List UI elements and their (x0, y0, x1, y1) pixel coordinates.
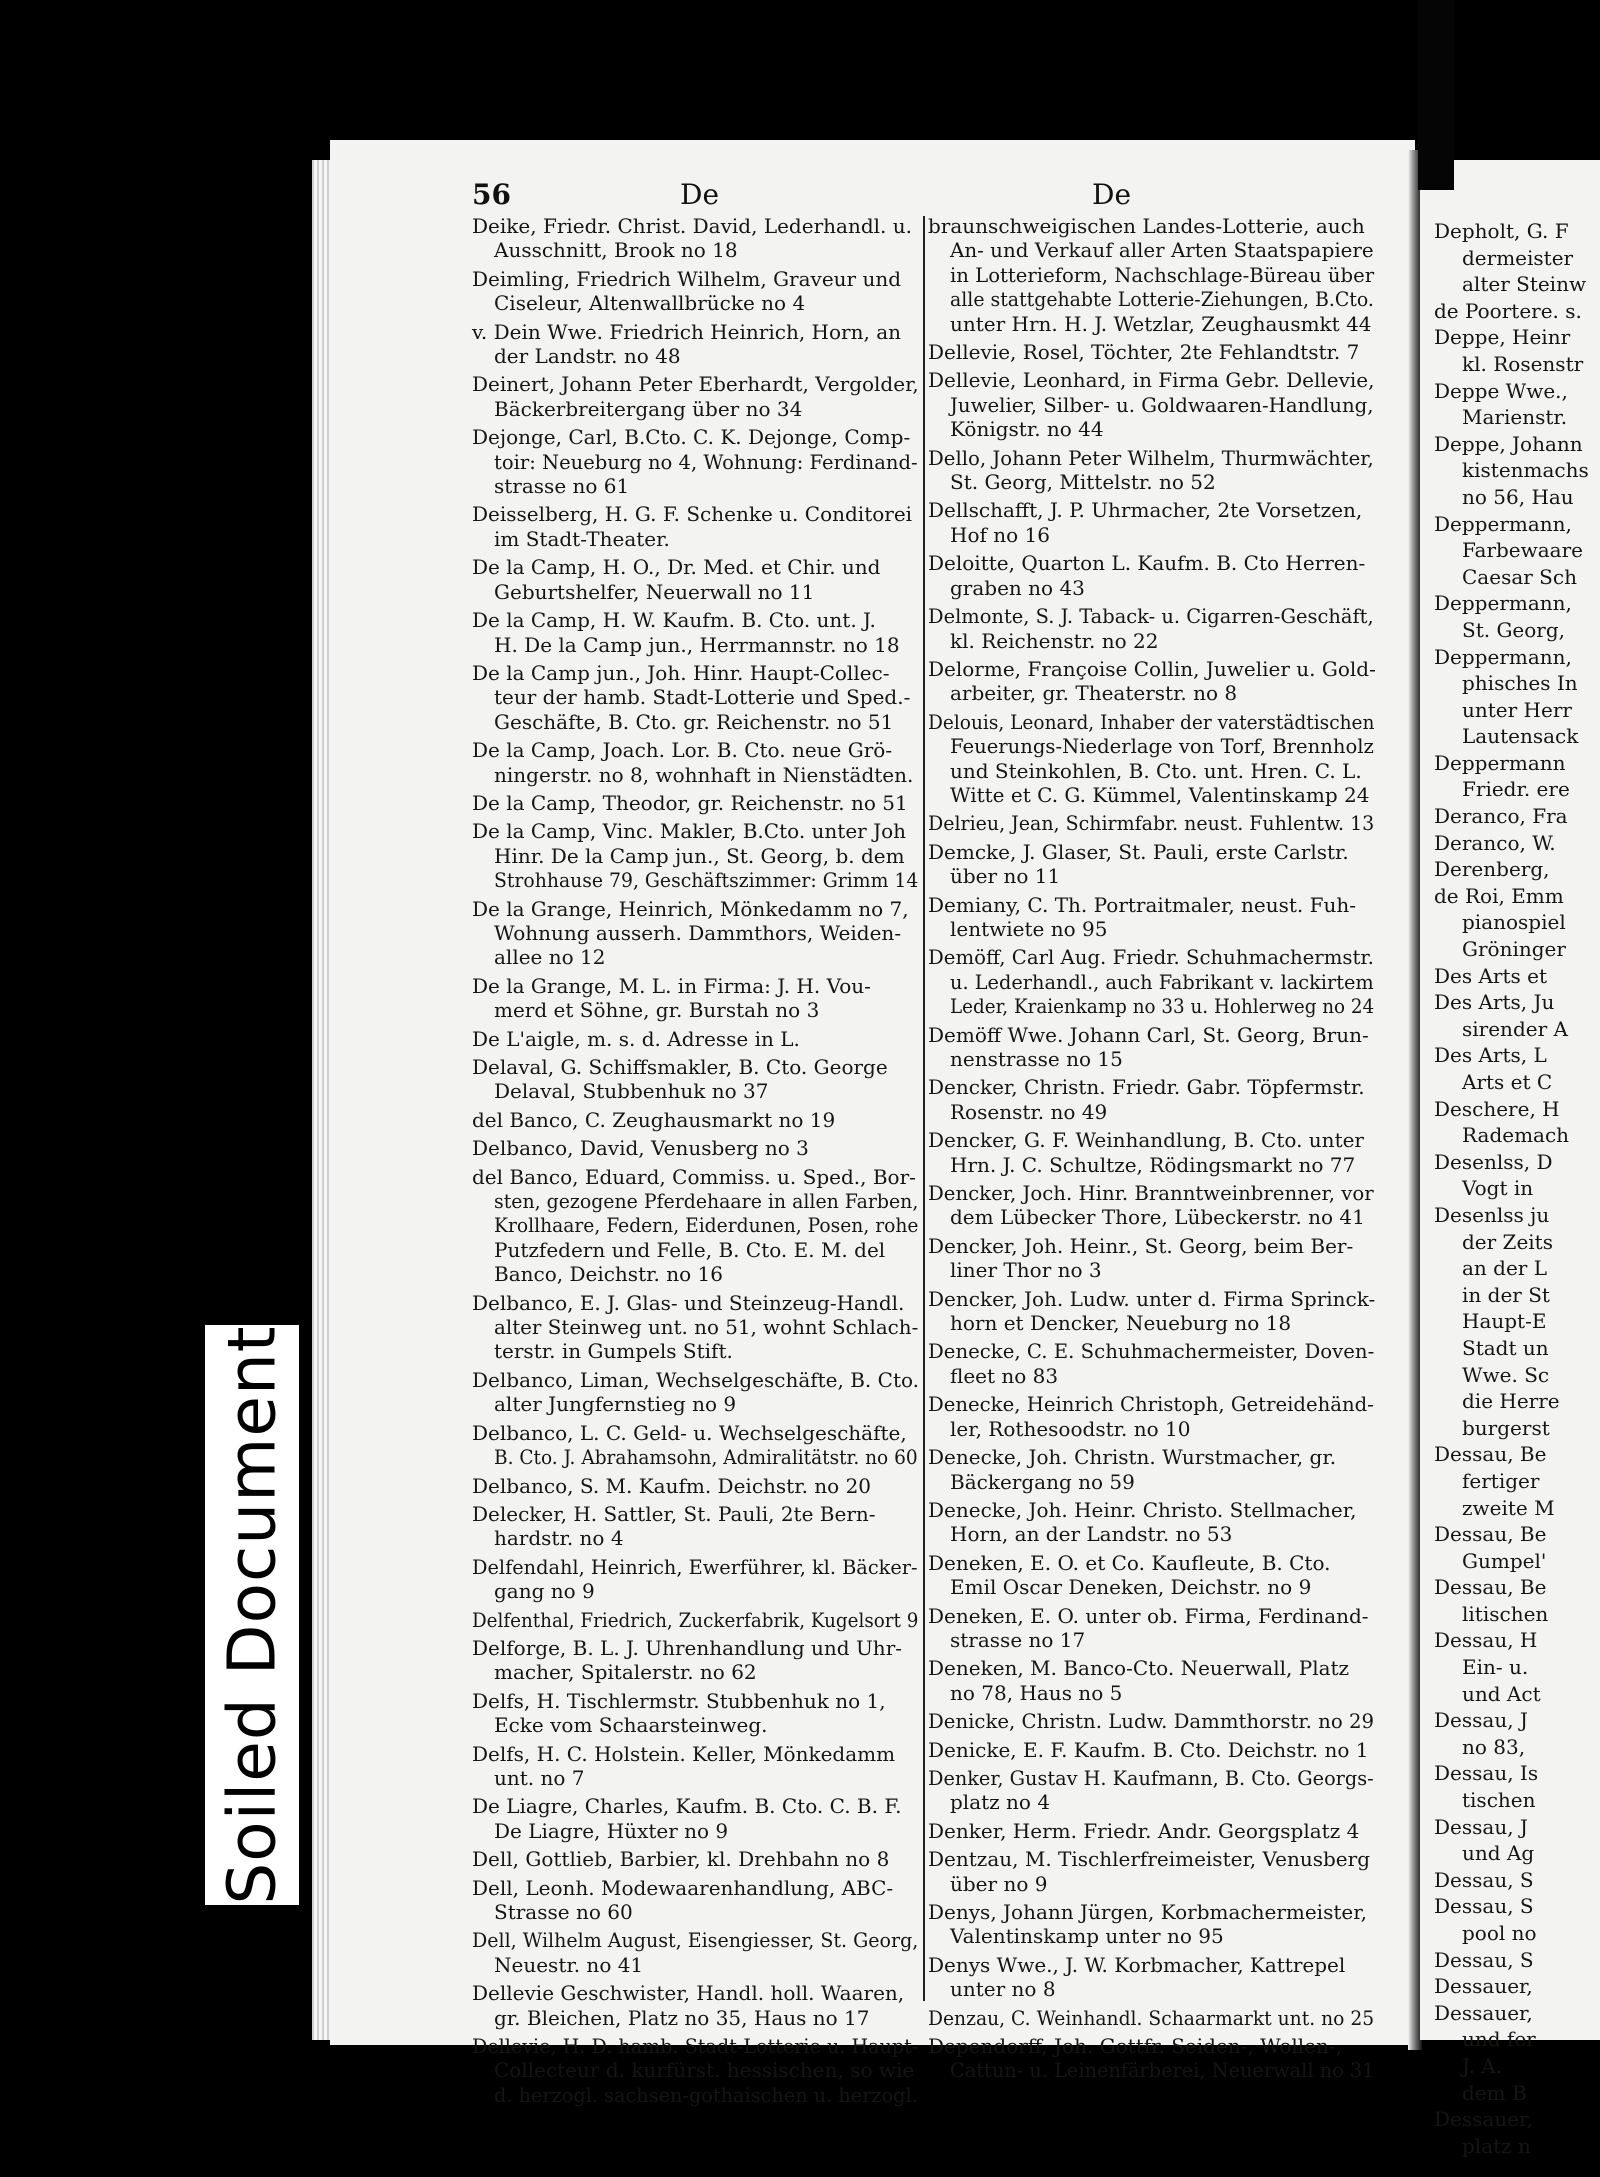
entry-line: unter no 8 (950, 1977, 1056, 2002)
entry-line: alle stattgehabte Lotterie-Ziehungen, B.Cto. (950, 287, 1374, 312)
entry-line: Deneken, M. Banco-Cto. Neuerwall, Platz (928, 1656, 1350, 1681)
entry-line: Delaval, Stubbenhuk no 37 (494, 1079, 769, 1104)
entry-line: Delbanco, E. J. Glas- und Steinzeug-Handl. (472, 1290, 905, 1315)
entry-line: nenstrasse no 15 (950, 1047, 1123, 1071)
entry-line: allee no 12 (494, 945, 606, 970)
entry-line: Deneken, E. O. unter ob. Firma, Ferdinand- (928, 1603, 1369, 1628)
fragment-line: burgerst (1462, 1415, 1550, 1440)
entry-line: Deneken, E. O. et Co. Kaufleute, B. Cto. (928, 1550, 1331, 1575)
entry-line: del Banco, C. Zeughausmarkt no 19 (472, 1107, 836, 1132)
entry-line: dem Lübecker Thore, Lübeckerstr. no 41 (950, 1205, 1365, 1230)
directory-entry (928, 1953, 1376, 2002)
fragment-line: no 56, Hau (1462, 484, 1574, 509)
fragment-line: platz n (1462, 2133, 1531, 2158)
fragment-line: Arts et C (1462, 1070, 1553, 1094)
entry-line: Delorme, Françoise Collin, Juwelier u. Gold- (928, 656, 1376, 681)
directory-entry (928, 446, 1376, 495)
entry-line: Emil Oscar Deneken, Deichstr. no 9 (950, 1575, 1312, 1600)
entry-line: Horn, an der Landstr. no 53 (950, 1522, 1233, 1547)
directory-entry (472, 1165, 920, 1287)
entry-line: Dejonge, Carl, B.Cto. C. K. Dejonge, Comp- (472, 425, 911, 450)
entry-line: Rosenstr. no 49 (950, 1099, 1108, 1124)
entry-line: De L'aigle, m. s. d. Adresse in L. (472, 1026, 800, 1051)
entry-line: Denecke, Heinrich Christoph, Getreidehänd- (928, 1392, 1374, 1417)
entry-line: über no 9 (950, 1871, 1048, 1896)
directory-entry (472, 791, 920, 815)
directory-entry (928, 1498, 1376, 1547)
directory-entry (928, 1392, 1376, 1441)
directory-entry (928, 368, 1376, 441)
entry-line: gr. Bleichen, Platz no 35, Haus no 17 (494, 2005, 870, 2030)
fragment-line: Dessau, Be (1434, 1442, 1547, 1467)
entry-line: über no 11 (950, 864, 1061, 889)
entry-line: Collecteur d. kurfürst. hessischen, so wie (494, 2058, 915, 2083)
fragment-line: Lautensack (1462, 724, 1579, 749)
fragment-line: Friedr. ere (1462, 777, 1570, 802)
entry-line: Banco, Deichstr. no 16 (494, 1262, 723, 1287)
entry-line: del Banco, Eduard, Commiss. u. Sped., Bor- (472, 1164, 916, 1189)
directory-entry (928, 1900, 1376, 1949)
entry-line: Delbanco, S. M. Kaufm. Deichstr. no 20 (472, 1473, 872, 1498)
entry-line: Dell, Leonh. Modewaarenhandlung, ABC- (472, 1875, 894, 1900)
fragment-line: Deppermann, (1434, 644, 1572, 669)
directory-entry (472, 1689, 920, 1738)
directory-entry (928, 811, 1376, 835)
fragment-line: Dessauer, (1434, 2107, 1533, 2132)
fragment-line: Dessau, J (1434, 1814, 1528, 1839)
running-header-left: De (680, 178, 720, 211)
fragment-line: Wwe. Sc (1462, 1362, 1550, 1387)
entry-line: Geschäfte, B. Cto. gr. Reichenstr. no 51 (494, 709, 894, 734)
directory-entry (928, 1656, 1376, 1705)
entry-line: Wohnung ausserh. Dammthors, Weiden- (494, 920, 902, 945)
fragment-line: Depholt, G. F (1434, 219, 1569, 243)
entry-line: Delouis, Leonard, Inhaber der vaterstädtischen (928, 709, 1375, 734)
entry-line: Dellevie, H. D. hamb. Stadt-Lotterie u. Haupt- (472, 2034, 919, 2059)
entry-line: Dependorff, Joh. Gottfr. Seiden-, Wollen-, (928, 2034, 1343, 2059)
directory-entry (472, 1636, 920, 1685)
directory-entry (472, 1474, 920, 1498)
entry-line: Denys, Johann Jürgen, Korbmachermeister, (928, 1900, 1367, 1924)
entry-line: Krollhaare, Federn, Eiderdunen, Posen, rohe (494, 1213, 919, 1238)
fragment-line: sirender A (1462, 1016, 1568, 1041)
fragment-line: Dessauer, (1434, 1974, 1533, 1999)
entry-line: liner Thor no 3 (950, 1258, 1102, 1283)
fragment-line: zweite M (1462, 1495, 1555, 1520)
entry-line: Delfs, H. Tischlermstr. Stubbenhuk no 1, (472, 1688, 886, 1713)
entry-line: Denecke, Joh. Christn. Wurstmacher, gr. (928, 1445, 1337, 1470)
soiled-document-label (205, 1325, 299, 1905)
entry-line: Dencker, Christn. Friedr. Gabr. Töpfermstr. (928, 1075, 1365, 1100)
entry-line: Deinert, Johann Peter Eberhardt, Vergolder, (472, 372, 919, 397)
entry-line: d. herzogl. sachsen-gothaischen u. herzogl. (494, 2082, 918, 2107)
entry-line: De la Camp, Theodor, gr. Reichenstr. no 51 (472, 790, 908, 815)
fragment-line: de Poortere. s. (1434, 298, 1582, 323)
fragment-line: Rademach (1462, 1123, 1570, 1148)
entry-line: teur der hamb. Stadt-Lotterie und Sped.- (494, 685, 911, 710)
fragment-line: Vogt in (1462, 1176, 1534, 1201)
fragment-line: Dessau, S (1434, 1867, 1534, 1892)
entry-line: toir: Neueburg no 4, Wohnung: Ferdinand- (494, 449, 918, 474)
entry-line: sten, gezogene Pferdehaare in allen Farben, (494, 1189, 919, 1214)
entry-line: Denecke, C. E. Schuhmachermeister, Doven- (928, 1339, 1375, 1364)
entry-line: u. Lederhandl., auch Fabrikant v. lackirtem (950, 969, 1374, 994)
entry-line: Dellevie, Rosel, Töchter, 2te Fehlandtstr. 7 (928, 340, 1360, 365)
directory-entry (928, 340, 1376, 364)
entry-line: alter Jungfernstieg no 9 (494, 1392, 737, 1417)
directory-entry (472, 267, 920, 316)
directory-entry (472, 320, 920, 369)
entry-line: macher, Spitalerstr. no 62 (494, 1660, 757, 1685)
entry-line: im Stadt-Theater. (494, 526, 670, 551)
entry-line: Dencker, G. F. Weinhandlung, B. Cto. unter (928, 1128, 1364, 1153)
entry-line: Delaval, G. Schiffsmakler, B. Cto. George (472, 1055, 888, 1079)
directory-entry (928, 1181, 1376, 1230)
fragment-line: in der St (1462, 1282, 1550, 1307)
directory-entry (472, 1136, 920, 1160)
directory-entry (472, 555, 920, 604)
directory-entry (928, 1234, 1376, 1283)
running-header-right: De (1092, 178, 1132, 211)
fragment-line: Deppermann, (1434, 591, 1572, 616)
directory-entry (928, 1075, 1376, 1124)
entry-line: Ciseleur, Altenwallbrücke no 4 (494, 291, 806, 316)
fragment-line: Dessau, J (1434, 1708, 1528, 1733)
entry-line: Delrieu, Jean, Schirmfabr. neust. Fuhlentw. 13 (928, 811, 1375, 836)
entry-line: no 78, Haus no 5 (950, 1680, 1123, 1705)
entry-line: Dellevie Geschwister, Handl. holl. Waaren, (472, 1981, 905, 2006)
fragment-line: Des Arts, Ju (1434, 990, 1555, 1015)
entry-line: Deloitte, Quarton L. Kaufm. B. Cto Herren- (928, 551, 1366, 576)
entry-line: Dellevie, Leonhard, in Firma Gebr. Dellevie, (928, 368, 1375, 393)
entry-line: Delmonte, S. J. Taback- u. Cigarren-Geschäft, (928, 604, 1374, 629)
fragment-line: kl. Rosenstr (1462, 351, 1584, 376)
directory-entry (472, 608, 920, 657)
directory-entry (472, 1027, 920, 1051)
fragment-line: Dessau, Be (1434, 1575, 1547, 1600)
fragment-line: Farbewaare (1462, 538, 1584, 563)
fragment-line: Dessauer, (1434, 2000, 1533, 2025)
entry-line: De la Camp jun., Joh. Hinr. Haupt-Collec- (472, 660, 890, 685)
entry-line: in Lotterieform, Nachschlage-Büreau über (950, 262, 1375, 287)
directory-entry (472, 1981, 920, 2030)
directory-entry (928, 1847, 1376, 1896)
entry-line: und Steinkohlen, B. Cto. unt. Hren. C. L. (950, 758, 1362, 783)
entry-line: De Liagre, Hüxter no 9 (494, 1818, 729, 1843)
entry-line: Denicke, E. F. Kaufm. B. Cto. Deichstr. no 1 (928, 1737, 1369, 1762)
entry-line: Hrn. J. C. Schultze, Rödingsmarkt no 77 (950, 1152, 1356, 1177)
directory-entry (928, 840, 1376, 889)
entry-line: Strasse no 60 (494, 1900, 633, 1924)
entry-line: De la Grange, M. L. in Firma: J. H. Vou- (472, 973, 871, 998)
directory-entry (928, 2006, 1376, 2030)
fragment-line: Desenlss, D (1434, 1149, 1553, 1174)
fragment-line: no 83, (1462, 1734, 1526, 1759)
fragment-line: Ein- u. (1462, 1655, 1529, 1680)
directory-entry (472, 425, 920, 498)
directory-entry (472, 214, 920, 263)
fragment-line: Dessau, H (1434, 1628, 1538, 1653)
directory-entry (928, 710, 1376, 808)
entry-line: Dell, Gottlieb, Barbier, kl. Drehbahn no 8 (472, 1847, 890, 1872)
directory-entry (472, 1421, 920, 1470)
fragment-line: Deppe, Heinr (1434, 325, 1571, 350)
entry-line: De la Camp, Joach. Lor. B. Cto. neue Grö- (472, 738, 893, 763)
entry-line: lentwiete no 95 (950, 916, 1108, 941)
directory-entry (472, 661, 920, 734)
directory-entry (472, 1502, 920, 1551)
fragment-line: kistenmachs (1462, 458, 1589, 483)
directory-entry (472, 1108, 920, 1132)
fragment-line: Dessau, Be (1434, 1522, 1547, 1547)
fragment-line: Derenberg, (1434, 857, 1550, 882)
entry-line: Delfendahl, Heinrich, Ewerführer, kl. Bäcker- (472, 1554, 918, 1579)
entry-line: Dellschafft, J. P. Uhrmacher, 2te Vorsetzen, (928, 498, 1363, 523)
directory-entry (928, 1339, 1376, 1388)
directory-entry (472, 502, 920, 551)
directory-entry (472, 1608, 920, 1632)
entry-line: Bäckerbreitergang über no 34 (494, 396, 803, 421)
fragment-line: und Act (1462, 1681, 1541, 1706)
directory-entry (472, 1291, 920, 1364)
fragment-line: Des Arts et (1434, 963, 1548, 988)
fragment-line: Des Arts, L (1434, 1043, 1547, 1068)
entry-line: De la Camp, H. W. Kaufm. B. Cto. unt. J. (472, 608, 876, 633)
entry-line: De la Grange, Heinrich, Mönkedamm no 7, (472, 896, 909, 921)
directory-entry (472, 1876, 920, 1925)
directory-entry (928, 1766, 1376, 1815)
fragment-line: Deranco, Fra (1434, 804, 1568, 829)
entry-line: ler, Rothesoodstr. no 10 (950, 1416, 1191, 1441)
entry-line: Dencker, Joh. Ludw. unter d. Firma Sprinck- (928, 1286, 1376, 1311)
fragment-line: Deranco, W. (1434, 830, 1556, 855)
entry-line: Denker, Gustav H. Kaufmann, B. Cto. Georgs- (928, 1765, 1374, 1790)
entry-line: Geburtshelfer, Neuerwall no 11 (494, 579, 815, 604)
entry-line: Bäckergang no 59 (950, 1469, 1135, 1494)
entry-line: Delbanco, David, Venusberg no 3 (472, 1136, 809, 1161)
directory-entry (928, 1709, 1376, 1733)
fragment-line: pianospiel (1462, 910, 1566, 935)
entry-line: kl. Reichenstr. no 22 (950, 628, 1159, 653)
entry-line: Ecke vom Schaarsteinweg. (494, 1713, 768, 1738)
directory-entry (928, 551, 1376, 600)
entry-line: Putzfedern und Felle, B. Cto. E. M. del (494, 1237, 886, 1262)
entry-line: Dell, Wilhelm August, Eisengiesser, St. Georg, (472, 1928, 919, 1953)
entry-line: Delbanco, L. C. Geld- u. Wechselgeschäfte, (472, 1420, 907, 1445)
fragment-line: Stadt un (1462, 1335, 1549, 1360)
bookmark-ribbon (1418, 0, 1454, 190)
entry-line: St. Georg, Mittelstr. no 52 (950, 470, 1216, 495)
fragment-line: Deppermann, (1434, 511, 1572, 536)
entry-line: Demiany, C. Th. Portraitmaler, neust. Fuh- (928, 892, 1357, 917)
fragment-line: Deppermann (1434, 750, 1566, 775)
entry-line: Deimling, Friedrich Wilhelm, Graveur und (472, 266, 902, 291)
entry-line: horn et Dencker, Neueburg no 18 (950, 1311, 1292, 1336)
entry-line: platz no 4 (950, 1790, 1051, 1815)
entry-line: merd et Söhne, gr. Burstah no 3 (494, 998, 820, 1023)
directory-entry (928, 1738, 1376, 1762)
fragment-line: fertiger (1462, 1468, 1540, 1493)
fragment-line: der Zeits (1462, 1229, 1553, 1254)
fragment-line: und Ag (1462, 1841, 1535, 1866)
entry-line: B. Cto. J. Abrahamsohn, Admiralitätstr. no 60 (494, 1445, 918, 1470)
directory-entry (472, 2034, 920, 2107)
fragment-line: Gröninger (1462, 937, 1566, 962)
directory-entry (472, 1368, 920, 1417)
directory-entry (472, 897, 920, 970)
fragment-line: de Roi, Emm (1434, 883, 1564, 908)
directory-column-middle (928, 214, 1376, 2087)
fragment-line: und fer (1462, 2027, 1536, 2052)
directory-entry (928, 1023, 1376, 1072)
entry-line: Delfs, H. C. Holstein. Keller, Mönkedamm (472, 1741, 896, 1766)
entry-line: hardstr. no 4 (494, 1526, 624, 1551)
entry-line: Delecker, H. Sattler, St. Pauli, 2te Bern- (472, 1501, 876, 1526)
entry-line: Demcke, J. Glaser, St. Pauli, erste Carlstr. (928, 839, 1349, 864)
directory-entry (472, 1742, 920, 1791)
entry-line: strasse no 61 (494, 474, 630, 499)
entry-line: De Liagre, Charles, Kaufm. B. Cto. C. B. F. (472, 1794, 902, 1819)
directory-entry (928, 945, 1376, 1018)
directory-entry (928, 1551, 1376, 1600)
entry-line: v. Dein Wwe. Friedrich Heinrich, Horn, an (472, 319, 901, 344)
fragment-line: Deppe Wwe., (1434, 378, 1568, 403)
fragment-line: tischen (1462, 1788, 1536, 1813)
directory-entry (928, 1819, 1376, 1843)
soiled-document-text: Soiled Document (213, 1325, 291, 1905)
entry-line: Delforge, B. L. J. Uhrenhandlung und Uhr- (472, 1635, 903, 1660)
entry-line: Witte et C. G. Kümmel, Valentinskamp 24 (950, 782, 1370, 807)
fragment-line: dem B (1462, 2080, 1527, 2105)
directory-entry (472, 372, 920, 421)
fragment-line: Caesar Sch (1462, 564, 1577, 589)
fragment-line: Dessau, S (1434, 1894, 1534, 1919)
fragment-line: Marienstr. (1462, 405, 1568, 430)
directory-entry (472, 1847, 920, 1871)
fragment-line: Deschere, H (1434, 1096, 1560, 1121)
entry-line: De la Camp, H. O., Dr. Med. et Chir. und (472, 555, 881, 580)
entry-line: gang no 9 (494, 1579, 595, 1604)
entry-line: Denzau, C. Weinhandl. Schaarmarkt unt. no 25 (928, 2005, 1375, 2030)
facing-page-fragment (1420, 160, 1600, 2158)
entry-line: Hof no 16 (950, 522, 1050, 547)
directory-entry (928, 1445, 1376, 1494)
directory-column-left (472, 214, 920, 2111)
entry-line: Denicke, Christn. Ludw. Dammthorstr. no 29 (928, 1709, 1374, 1734)
fragment-line: phisches In (1462, 671, 1578, 696)
entry-line: Deike, Friedr. Christ. David, Lederhandl. u. (472, 214, 912, 238)
entry-line: Juwelier, Silber- u. Goldwaaren-Handlung, (950, 392, 1374, 417)
directory-entry (472, 974, 920, 1023)
directory-entry (472, 1555, 920, 1604)
directory-entry (472, 1928, 920, 1977)
entry-line: terstr. in Gumpels Stift. (494, 1339, 733, 1364)
entry-line: fleet no 83 (950, 1363, 1059, 1388)
entry-line: Dencker, Joch. Hinr. Branntweinbrenner, vor (928, 1181, 1374, 1206)
directory-entry (928, 1287, 1376, 1336)
entry-line: H. De la Camp jun., Herrmannstr. no 18 (494, 632, 900, 657)
fragment-line: unter Herr (1462, 697, 1572, 722)
directory-entry (472, 1055, 920, 1104)
entry-line: alter Steinweg unt. no 51, wohnt Schlach- (494, 1315, 919, 1340)
fragment-line: die Herre (1462, 1389, 1560, 1414)
entry-line: ningerstr. no 8, wohnhaft in Nienstädten. (494, 762, 914, 787)
fragment-line: Gumpel' (1462, 1548, 1547, 1573)
entry-line: Leder, Kraienkamp no 33 u. Hohlerweg no 24 (950, 994, 1375, 1019)
entry-line: Delbanco, Liman, Wechselgeschäfte, B. Cto. (472, 1367, 920, 1392)
fragment-line: pool no (1462, 1921, 1537, 1945)
entry-line: unt. no 7 (494, 1765, 585, 1790)
entry-line: Denker, Herm. Friedr. Andr. Georgsplatz 4 (928, 1818, 1360, 1843)
page-number: 56 (472, 178, 511, 211)
fragment-line: Haupt-E (1462, 1309, 1547, 1334)
entry-line: Königstr. no 44 (950, 417, 1104, 442)
fragment-line: Deppe, Johann (1434, 431, 1583, 456)
entry-line: graben no 43 (950, 575, 1085, 600)
fragment-line: St. Georg, (1462, 617, 1566, 642)
entry-line: Strohhause 79, Geschäftszimmer: Grimm 14 (494, 868, 919, 893)
entry-line: der Landstr. no 48 (494, 344, 681, 369)
entry-line: Hinr. De la Camp jun., St. Georg, b. dem (494, 843, 905, 868)
fragment-line: Desenlss ju (1434, 1202, 1550, 1227)
directory-entry (928, 657, 1376, 706)
directory-entry (928, 2034, 1376, 2083)
fragment-line: an der L (1462, 1256, 1547, 1281)
directory-entry (928, 1128, 1376, 1177)
column-divider (923, 216, 925, 2001)
fragment-line: dermeister (1462, 245, 1574, 270)
directory-entry (928, 214, 1376, 336)
directory-entry (472, 738, 920, 787)
entry-line: Delfenthal, Friedrich, Zuckerfabrik, Kugelsort 9 (472, 1607, 919, 1632)
entry-line: unter Hrn. H. J. Wetzlar, Zeughausmkt 44 (950, 311, 1372, 336)
entry-line: Valentinskamp unter no 95 (950, 1924, 1224, 1949)
fragment-line: Dessau, S (1434, 1947, 1534, 1972)
entry-line: arbeiter, gr. Theaterstr. no 8 (950, 681, 1238, 706)
entry-line: Feuerungs-Niederlage von Torf, Brennholz (950, 734, 1374, 759)
directory-entry (472, 1794, 920, 1843)
facing-page-lines (1420, 218, 1600, 2159)
entry-line: Cattun- u. Leinenfärberei, Neuerwall no 31 (950, 2058, 1375, 2083)
entry-line: Neuestr. no 41 (494, 1952, 644, 1977)
entry-line: Denecke, Joh. Heinr. Christo. Stellmacher, (928, 1497, 1357, 1522)
entry-line: Dentzau, M. Tischlerfreimeister, Venusberg (928, 1847, 1370, 1872)
entry-line: An- und Verkauf aller Arten Staatspapiere (950, 238, 1374, 263)
fragment-line: Dessau, Is (1434, 1761, 1539, 1786)
entry-line: Dello, Johann Peter Wilhelm, Thurmwächter, (928, 445, 1374, 470)
entry-line: strasse no 17 (950, 1627, 1086, 1652)
directory-entry (928, 604, 1376, 653)
directory-entry (928, 498, 1376, 547)
entry-line: De la Camp, Vinc. Makler, B.Cto. unter Joh (472, 819, 907, 844)
fragment-line: litischen (1462, 1601, 1549, 1626)
entry-line: Denys Wwe., J. W. Korbmacher, Kattrepel (928, 1952, 1346, 1977)
fragment-line: alter Steinw (1462, 272, 1587, 297)
directory-entry (472, 819, 920, 892)
entry-line: Demöff Wwe. Johann Carl, St. Georg, Brun- (928, 1022, 1369, 1047)
directory-entry (928, 893, 1376, 942)
entry-line: braunschweigischen Landes-Lotterie, auch (928, 214, 1365, 238)
directory-entry (928, 1604, 1376, 1653)
entry-line: Dencker, Joh. Heinr., St. Georg, beim Ber- (928, 1233, 1354, 1258)
entry-line: Ausschnitt, Brook no 18 (494, 238, 738, 263)
entry-line: Demöff, Carl Aug. Friedr. Schuhmachermstr. (928, 945, 1374, 970)
entry-line: Deisselberg, H. G. F. Schenke u. Conditorei (472, 502, 913, 527)
fragment-line: J. A. (1462, 2053, 1502, 2078)
